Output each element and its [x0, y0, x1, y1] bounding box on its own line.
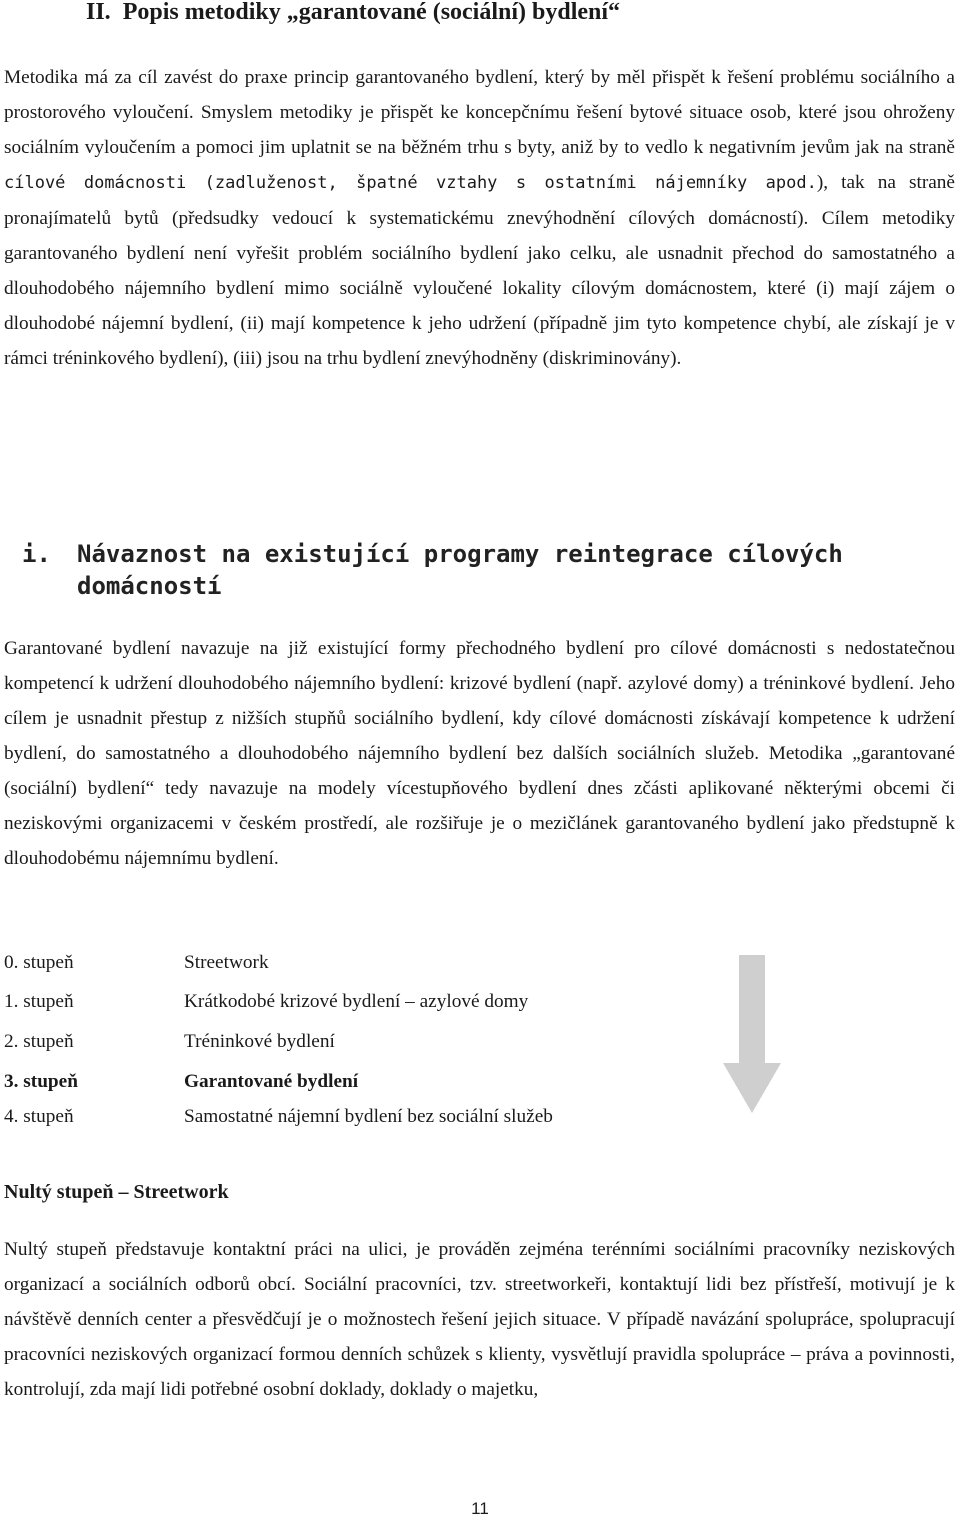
stage-row-highlighted: [4, 1066, 724, 1098]
intro-text-part3: ), tak na straně pronajímatelů bytů (předsudky vedoucí k systematickému znevýhodnění cílových domácností). Cílem metodiky garantovaného bydlení není vyřešit problém sociálního bydlení jako celku, ale usnadnit přechod do samostatného a dlouhodobého nájemního bydlení mimo sociálně vyloučené lokality cílovým domácnostem, které (i) mají zájem o dlouhodobé nájemní bydlení, (ii) mají kompetence k jeho udržení (případně jim tyto kompetence chybí, ale získají je v rámci tréninkového bydlení), (iii) jsou na trhu bydlení znevýhodněny (diskriminovány).: [4, 172, 955, 369]
stage-row: [4, 947, 724, 979]
intro-text-part1: Metodika má za cíl zavést do praxe princip garantovaného bydlení, který by měl přispět k řešení problému sociálního a prostorového vyloučení. Smyslem metodiky je přispět ke koncepčnímu řešení bytové situace osob, které jsou ohroženy sociálním vyloučením a pomoci jim uplatnit se na běžném trhu s byty, aniž by to vedlo k negativním jevům jak na straně: [4, 67, 955, 158]
section-title: Návaznost na existující programy reintegrace cílových domácností: [77, 540, 843, 600]
stage-description: Streetwork: [184, 952, 269, 973]
page-number: 11: [471, 1499, 489, 1518]
stage-label: 0. stupeň: [4, 952, 74, 973]
section-paragraph: Garantované bydlení navazuje na již existující formy přechodného bydlení pro cílové domácnosti s nedostatečnou kompetencí k udržení dlouhodobého nájemního bydlení: krizové bydlení (např. azylové domy) a tréninkové bydlení. Jeho cílem je usnadnit přestup z nižších stupňů sociálního bydlení, kdy cílové domácnosti získávají kompetence k udržení bydlení, do samostatného a dlouhodobého nájemního bydlení bez dalších sociálních služeb. Metodika „garantované (sociální) bydlení“ tedy navazuje na modely vícestupňového bydlení dnes zčásti aplikované některými obcemi či neziskovými organizacemi v českém prostředí, ale rozšiřuje je o mezičlánek garantovaného bydlení jako předstupně k dlouhodobému nájemnímu bydlení.: [4, 638, 955, 869]
subsection-heading: Nultý stupeň – Streetwork: [4, 1181, 229, 1203]
streetwork-paragraph: Nultý stupeň představuje kontaktní práci na ulici, je prováděn zejména terénními sociálními pracovníky neziskových organizací a sociálních odborů obcí. Sociální pracovníci, tzv. streetworkeři, kontaktují lidi bez přístřeší, motivují je k návštěvě denních center a přesvědčují je o možnostech řešení jejich situace. V případě navázání spolupráce, spolupracují pracovníci neziskových organizací formou denních schůzek s klienty, vysvětlují pravidla spolupráce – práva a povinnosti, kontrolují, zda mají lidi potřebné osobní doklady, doklady o majetku,: [4, 1239, 955, 1400]
stage-row: [4, 1101, 724, 1133]
down-arrow-icon: [722, 955, 782, 1115]
section-number: i.: [22, 540, 51, 568]
intro-paragraph: [4, 60, 955, 376]
stage-label: 2. stupeň: [4, 1031, 74, 1052]
stage-description: Samostatné nájemní bydlení bez sociální služeb: [184, 1106, 553, 1127]
intro-text-part2: cílové domácnosti (zadluženost, špatné vztahy s ostatními nájemníky apod.: [4, 173, 817, 193]
stage-label: 4. stupeň: [4, 1106, 74, 1127]
chapter-heading: [86, 0, 620, 27]
stage-label: 1. stupeň: [4, 991, 74, 1012]
stage-row: [4, 986, 724, 1018]
stage-label: 3. stupeň: [4, 1071, 78, 1092]
chapter-number: II.: [86, 0, 111, 25]
chapter-title: Popis metodiky „garantované (sociální) bydlení“: [122, 0, 621, 25]
stage-description: Krátkodobé krizové bydlení – azylové domy: [184, 991, 529, 1012]
stage-description: Tréninkové bydlení: [184, 1031, 335, 1052]
stage-row: [4, 1026, 724, 1058]
stage-description: Garantované bydlení: [184, 1071, 359, 1092]
